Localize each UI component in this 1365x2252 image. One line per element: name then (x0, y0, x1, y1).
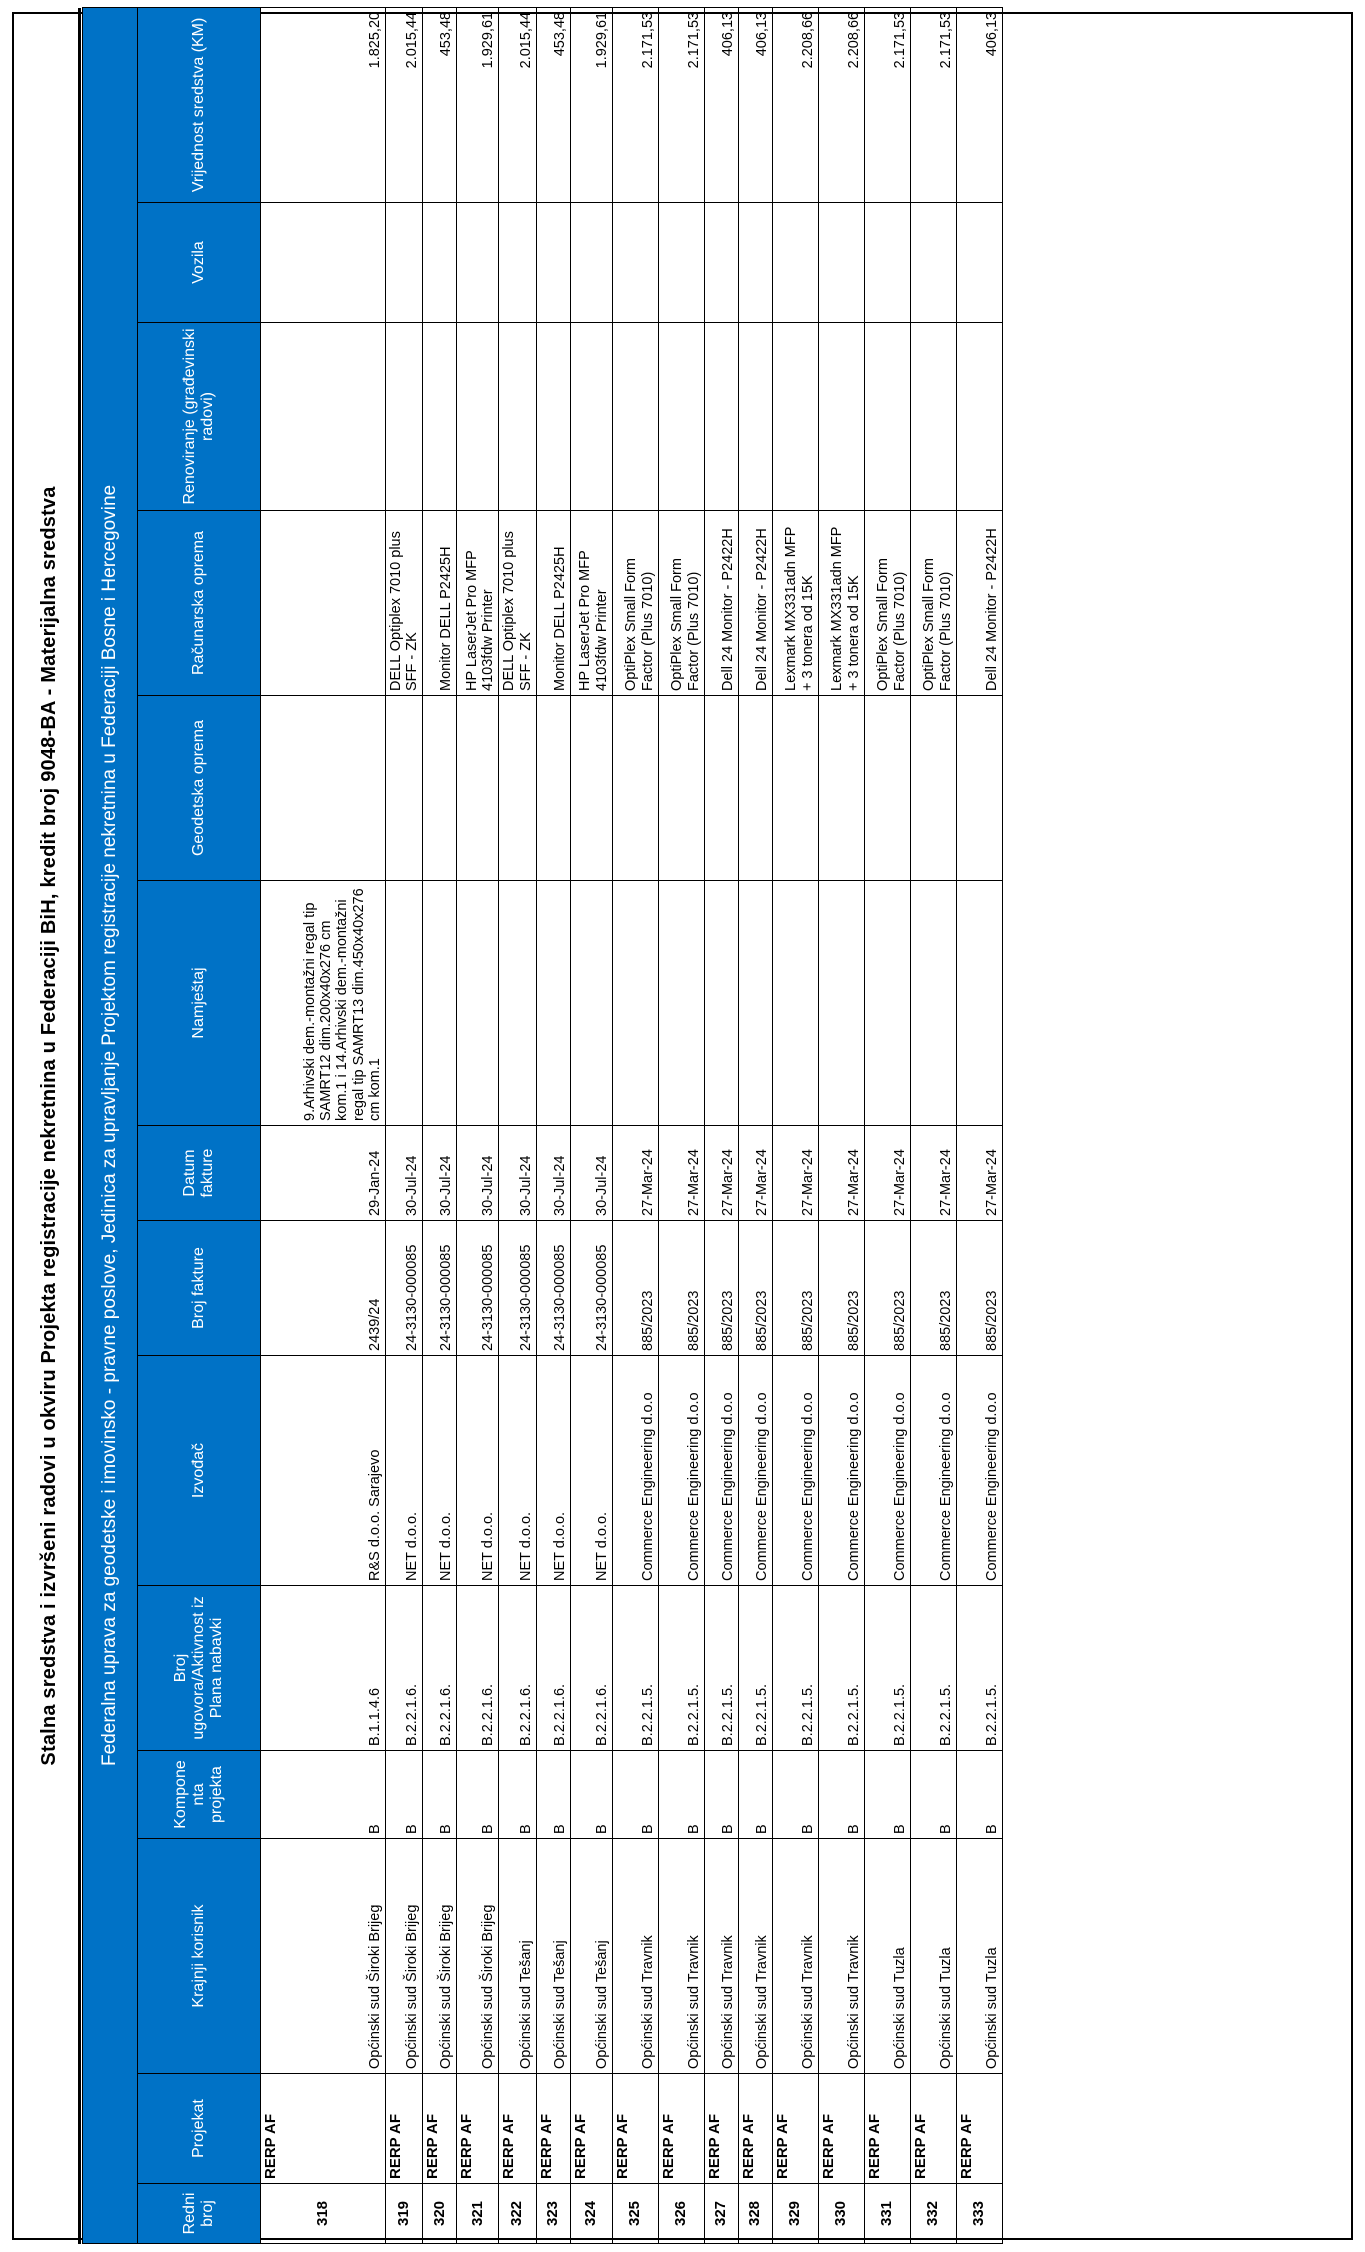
cell-krajnji-korisnik: Općinski sud Travnik (658, 1839, 704, 2074)
cell-broj-ugovora: B.2.2.1.6. (570, 1586, 612, 1751)
cell-projekat: RERP AF (956, 2074, 1002, 2184)
cell-vrijednost: 406,13 (704, 7, 738, 202)
cell-krajnji-korisnik: Općinski sud Travnik (818, 1839, 864, 2074)
cell-geodetska-oprema (261, 696, 386, 881)
cell-renoviranje (956, 323, 1002, 511)
cell-vrijednost: 2.208,66 (818, 7, 864, 202)
cell-broj-fakture: 885/2023 (864, 1221, 910, 1356)
cell-namjestaj (738, 881, 772, 1126)
cell-komponenta: B (772, 1751, 818, 1839)
cell-komponenta: B (864, 1751, 910, 1839)
cell-redni-broj: 319 (386, 2184, 423, 2244)
cell-racunarska-oprema: OptiPlex Small Form Factor (Plus 7010) (658, 511, 704, 696)
cell-datum-fakture: 27-Mar-24 (658, 1126, 704, 1221)
cell-racunarska-oprema: OptiPlex Small Form Factor (Plus 7010) (910, 511, 956, 696)
cell-broj-fakture: 885/2023 (772, 1221, 818, 1356)
cell-geodetska-oprema (612, 696, 658, 881)
cell-izvodac: Commerce Engineering d.o.o (738, 1356, 772, 1586)
cell-datum-fakture: 27-Mar-24 (612, 1126, 658, 1221)
cell-izvodac: Commerce Engineering d.o.o (704, 1356, 738, 1586)
cell-izvodac: Commerce Engineering d.o.o (818, 1356, 864, 1586)
cell-izvodac: NET d.o.o. (457, 1356, 499, 1586)
cell-redni-broj: 318 (261, 2184, 386, 2244)
cell-vrijednost: 2.171,53 (910, 7, 956, 202)
cell-broj-fakture: 2439/24 (261, 1221, 386, 1356)
cell-renoviranje (864, 323, 910, 511)
cell-redni-broj: 330 (818, 2184, 864, 2244)
header-broj-fakture: Broj fakture (138, 1221, 261, 1356)
table-row (386, 7, 423, 2243)
cell-renoviranje (536, 323, 570, 511)
cell-izvodac: NET d.o.o. (570, 1356, 612, 1586)
cell-broj-ugovora: B.2.2.1.5. (910, 1586, 956, 1751)
cell-projekat: RERP AF (612, 2074, 658, 2184)
cell-broj-fakture: 24-3130-000085 (499, 1221, 536, 1356)
cell-broj-fakture: 24-3130-000085 (570, 1221, 612, 1356)
cell-vrijednost: 1.929,61 (570, 7, 612, 202)
cell-broj-fakture: 885/2023 (910, 1221, 956, 1356)
cell-renoviranje (910, 323, 956, 511)
cell-datum-fakture: 27-Mar-24 (738, 1126, 772, 1221)
cell-krajnji-korisnik: Općinski sud Tešanj (570, 1839, 612, 2074)
cell-redni-broj: 329 (772, 2184, 818, 2244)
cell-vrijednost: 406,13 (956, 7, 1002, 202)
cell-izvodac: NET d.o.o. (386, 1356, 423, 1586)
cell-krajnji-korisnik: Općinski sud Tešanj (536, 1839, 570, 2074)
header-datum-fakture: Datum fakture (138, 1126, 261, 1221)
cell-racunarska-oprema: HP LaserJet Pro MFP 4103fdw Printer (457, 511, 499, 696)
cell-datum-fakture: 27-Mar-24 (772, 1126, 818, 1221)
cell-geodetska-oprema (536, 696, 570, 881)
header-vozila: Vozila (138, 203, 261, 323)
table-row (536, 7, 570, 2243)
cell-broj-fakture: 885/2023 (956, 1221, 1002, 1356)
cell-namjestaj (612, 881, 658, 1126)
cell-broj-ugovora: B.2.2.1.5. (704, 1586, 738, 1751)
cell-broj-ugovora: B.2.2.1.5. (956, 1586, 1002, 1751)
table-row (612, 7, 658, 2243)
cell-krajnji-korisnik: Općinski sud Travnik (738, 1839, 772, 2074)
cell-projekat: RERP AF (818, 2074, 864, 2184)
cell-racunarska-oprema (261, 511, 386, 696)
cell-vrijednost: 2.171,53 (864, 7, 910, 202)
cell-renoviranje (658, 323, 704, 511)
cell-redni-broj: 321 (457, 2184, 499, 2244)
cell-broj-ugovora: B.2.2.1.6. (457, 1586, 499, 1751)
table-row (818, 7, 864, 2243)
cell-krajnji-korisnik: Općinski sud Tuzla (910, 1839, 956, 2074)
cell-projekat: RERP AF (261, 2074, 386, 2184)
cell-izvodac: NET d.o.o. (536, 1356, 570, 1586)
cell-krajnji-korisnik: Općinski sud Tuzla (864, 1839, 910, 2074)
cell-geodetska-oprema (772, 696, 818, 881)
table-row (457, 7, 499, 2243)
cell-datum-fakture: 30-Jul-24 (536, 1126, 570, 1221)
cell-projekat: RERP AF (386, 2074, 423, 2184)
cell-krajnji-korisnik: Općinski sud Tuzla (956, 1839, 1002, 2074)
cell-geodetska-oprema (570, 696, 612, 881)
cell-broj-ugovora: B.2.2.1.6. (499, 1586, 536, 1751)
cell-vrijednost: 453,48 (423, 7, 457, 202)
title-divider (78, 8, 81, 2244)
cell-vrijednost: 2.015,44 (386, 7, 423, 202)
cell-geodetska-oprema (818, 696, 864, 881)
cell-vozila (704, 203, 738, 323)
table-row (570, 7, 612, 2243)
cell-vrijednost: 1.825,20 (261, 7, 386, 202)
cell-projekat: RERP AF (772, 2074, 818, 2184)
cell-broj-fakture: 885/2023 (658, 1221, 704, 1356)
cell-racunarska-oprema: Lexmark MX331adn MFP + 3 tonera od 15K (772, 511, 818, 696)
cell-datum-fakture: 30-Jul-24 (457, 1126, 499, 1221)
cell-komponenta: B (704, 1751, 738, 1839)
cell-vozila (772, 203, 818, 323)
cell-broj-ugovora: B.2.2.1.5. (772, 1586, 818, 1751)
cell-datum-fakture: 27-Mar-24 (704, 1126, 738, 1221)
cell-vozila (386, 203, 423, 323)
cell-renoviranje (818, 323, 864, 511)
cell-vozila (570, 203, 612, 323)
header-izvodac: Izvođač (138, 1356, 261, 1586)
cell-datum-fakture: 30-Jul-24 (499, 1126, 536, 1221)
cell-namjestaj (499, 881, 536, 1126)
cell-datum-fakture: 30-Jul-24 (570, 1126, 612, 1221)
cell-broj-fakture: 885/2023 (612, 1221, 658, 1356)
cell-broj-fakture: 24-3130-000085 (386, 1221, 423, 1356)
table-row (864, 7, 910, 2243)
cell-komponenta: B (658, 1751, 704, 1839)
cell-broj-ugovora: B.2.2.1.5. (864, 1586, 910, 1751)
cell-racunarska-oprema: Monitor DELL P2425H (423, 511, 457, 696)
cell-izvodac: Commerce Engineering d.o.o (658, 1356, 704, 1586)
cell-geodetska-oprema (457, 696, 499, 881)
cell-namjestaj (864, 881, 910, 1126)
cell-vrijednost: 406,13 (738, 7, 772, 202)
cell-komponenta: B (910, 1751, 956, 1839)
cell-redni-broj: 326 (658, 2184, 704, 2244)
cell-krajnji-korisnik: Općinski sud Široki Brijeg (457, 1839, 499, 2074)
cell-krajnji-korisnik: Općinski sud Široki Brijeg (386, 1839, 423, 2074)
cell-komponenta: B (261, 1751, 386, 1839)
cell-namjestaj (658, 881, 704, 1126)
cell-projekat: RERP AF (864, 2074, 910, 2184)
cell-broj-fakture: 885/2023 (738, 1221, 772, 1356)
cell-vrijednost: 1.929,61 (457, 7, 499, 202)
header-renoviranje: Renoviranje (građevinski radovi) (138, 323, 261, 511)
cell-racunarska-oprema: Dell 24 Monitor - P2422H (738, 511, 772, 696)
header-namjestaj: Namještaj (138, 881, 261, 1126)
cell-izvodac: NET d.o.o. (499, 1356, 536, 1586)
cell-izvodac: Commerce Engineering d.o.o (956, 1356, 1002, 1586)
cell-racunarska-oprema: Lexmark MX331adn MFP + 3 tonera od 15K (818, 511, 864, 696)
cell-vrijednost: 2.015,44 (499, 7, 536, 202)
cell-komponenta: B (818, 1751, 864, 1839)
cell-vozila (956, 203, 1002, 323)
cell-namjestaj (570, 881, 612, 1126)
cell-broj-ugovora: B.2.2.1.6. (423, 1586, 457, 1751)
cell-renoviranje (499, 323, 536, 511)
cell-broj-fakture: 885/2023 (704, 1221, 738, 1356)
cell-geodetska-oprema (658, 696, 704, 881)
cell-racunarska-oprema: Dell 24 Monitor - P2422H (704, 511, 738, 696)
cell-broj-ugovora: B.1.1.4.6 (261, 1586, 386, 1751)
cell-racunarska-oprema: DELL Optiplex 7010 plus SFF - ZK (499, 511, 536, 696)
cell-broj-ugovora: B.2.2.1.6. (386, 1586, 423, 1751)
cell-vozila (612, 203, 658, 323)
cell-vozila (536, 203, 570, 323)
table-body (261, 7, 1003, 2243)
header-racunarska-oprema: Računarska oprema (138, 511, 261, 696)
cell-vozila (423, 203, 457, 323)
header-broj-ugovora: Broj ugovora/Aktivnost iz Plana nabavki (138, 1586, 261, 1751)
cell-namjestaj (423, 881, 457, 1126)
table-row (261, 7, 386, 2243)
cell-broj-fakture: 24-3130-000085 (457, 1221, 499, 1356)
cell-renoviranje (772, 323, 818, 511)
cell-redni-broj: 333 (956, 2184, 1002, 2244)
header-krajnji-korisnik: Krajnji korisnik (138, 1839, 261, 2074)
header-vrijednost: Vrijednost sredstva (KM) (138, 7, 261, 202)
cell-vozila (457, 203, 499, 323)
cell-izvodac: Commerce Engineering d.o.o (910, 1356, 956, 1586)
cell-broj-ugovora: B.2.2.1.5. (658, 1586, 704, 1751)
cell-izvodac: Commerce Engineering d.o.o (864, 1356, 910, 1586)
table-row (738, 7, 772, 2243)
cell-vrijednost: 2.171,53 (658, 7, 704, 202)
cell-projekat: RERP AF (704, 2074, 738, 2184)
cell-geodetska-oprema (738, 696, 772, 881)
table-row (499, 7, 536, 2243)
cell-komponenta: B (956, 1751, 1002, 1839)
cell-krajnji-korisnik: Općinski sud Široki Brijeg (261, 1839, 386, 2074)
cell-broj-ugovora: B.2.2.1.5. (738, 1586, 772, 1751)
cell-komponenta: B (536, 1751, 570, 1839)
cell-projekat: RERP AF (910, 2074, 956, 2184)
cell-namjestaj (536, 881, 570, 1126)
cell-geodetska-oprema (704, 696, 738, 881)
table-row (704, 7, 738, 2243)
cell-vrijednost: 2.171,53 (612, 7, 658, 202)
cell-vrijednost: 453,48 (536, 7, 570, 202)
cell-namjestaj (386, 881, 423, 1126)
cell-geodetska-oprema (864, 696, 910, 881)
cell-vozila (818, 203, 864, 323)
cell-vozila (864, 203, 910, 323)
cell-krajnji-korisnik: Općinski sud Travnik (612, 1839, 658, 2074)
cell-datum-fakture: 27-Mar-24 (864, 1126, 910, 1221)
cell-broj-ugovora: B.2.2.1.5. (818, 1586, 864, 1751)
table-row (658, 7, 704, 2243)
cell-vozila (499, 203, 536, 323)
cell-racunarska-oprema: DELL Optiplex 7010 plus SFF - ZK (386, 511, 423, 696)
cell-krajnji-korisnik: Općinski sud Travnik (704, 1839, 738, 2074)
cell-namjestaj: 9.Arhivski dem.-montažni regal tip SAMRT12 dim.200x40x276 cm kom.1 i 14.Arhivski dem.-montažni regal tip SAMRT13 dim.450x40x276 cm kom.1 (261, 881, 386, 1126)
cell-redni-broj: 331 (864, 2184, 910, 2244)
cell-izvodac: Commerce Engineering d.o.o (612, 1356, 658, 1586)
cell-redni-broj: 320 (423, 2184, 457, 2244)
cell-projekat: RERP AF (738, 2074, 772, 2184)
cell-datum-fakture: 29-Jan-24 (261, 1126, 386, 1221)
cell-vozila (910, 203, 956, 323)
cell-racunarska-oprema: HP LaserJet Pro MFP 4103fdw Printer (570, 511, 612, 696)
header-komponenta: Kompone nta projekta (138, 1751, 261, 1839)
cell-datum-fakture: 27-Mar-24 (910, 1126, 956, 1221)
cell-redni-broj: 332 (910, 2184, 956, 2244)
cell-racunarska-oprema: Monitor DELL P2425H (536, 511, 570, 696)
cell-namjestaj (956, 881, 1002, 1126)
table-row (910, 7, 956, 2243)
cell-namjestaj (818, 881, 864, 1126)
cell-datum-fakture: 30-Jul-24 (423, 1126, 457, 1221)
cell-geodetska-oprema (386, 696, 423, 881)
cell-komponenta: B (612, 1751, 658, 1839)
cell-projekat: RERP AF (499, 2074, 536, 2184)
cell-renoviranje (612, 323, 658, 511)
cell-komponenta: B (738, 1751, 772, 1839)
cell-renoviranje (570, 323, 612, 511)
cell-geodetska-oprema (910, 696, 956, 881)
cell-namjestaj (704, 881, 738, 1126)
cell-broj-ugovora: B.2.2.1.5. (612, 1586, 658, 1751)
cell-krajnji-korisnik: Općinski sud Tešanj (499, 1839, 536, 2074)
assets-table (82, 7, 1003, 2244)
header-redni-broj: Redni broj (138, 2184, 261, 2244)
cell-komponenta: B (570, 1751, 612, 1839)
cell-izvodac: NET d.o.o. (423, 1356, 457, 1586)
cell-komponenta: B (386, 1751, 423, 1839)
cell-redni-broj: 323 (536, 2184, 570, 2244)
table-row (423, 7, 457, 2243)
cell-renoviranje (423, 323, 457, 511)
header-geodetska-oprema: Geodetska oprema (138, 696, 261, 881)
cell-vrijednost: 2.208,66 (772, 7, 818, 202)
cell-projekat: RERP AF (536, 2074, 570, 2184)
cell-krajnji-korisnik: Općinski sud Travnik (772, 1839, 818, 2074)
cell-redni-broj: 328 (738, 2184, 772, 2244)
cell-projekat: RERP AF (457, 2074, 499, 2184)
cell-krajnji-korisnik: Općinski sud Široki Brijeg (423, 1839, 457, 2074)
header-projekat: Projekat (138, 2074, 261, 2184)
cell-komponenta: B (457, 1751, 499, 1839)
cell-renoviranje (386, 323, 423, 511)
cell-projekat: RERP AF (570, 2074, 612, 2184)
cell-broj-fakture: 24-3130-000085 (536, 1221, 570, 1356)
cell-redni-broj: 327 (704, 2184, 738, 2244)
cell-namjestaj (910, 881, 956, 1126)
cell-projekat: RERP AF (423, 2074, 457, 2184)
cell-renoviranje (457, 323, 499, 511)
cell-komponenta: B (423, 1751, 457, 1839)
cell-broj-fakture: 885/2023 (818, 1221, 864, 1356)
cell-racunarska-oprema: OptiPlex Small Form Factor (Plus 7010) (864, 511, 910, 696)
cell-racunarska-oprema: OptiPlex Small Form Factor (Plus 7010) (612, 511, 658, 696)
cell-broj-fakture: 24-3130-000085 (423, 1221, 457, 1356)
cell-renoviranje (261, 323, 386, 511)
cell-geodetska-oprema (956, 696, 1002, 881)
cell-broj-ugovora: B.2.2.1.6. (536, 1586, 570, 1751)
cell-renoviranje (704, 323, 738, 511)
cell-redni-broj: 322 (499, 2184, 536, 2244)
cell-datum-fakture: 27-Mar-24 (818, 1126, 864, 1221)
cell-vozila (261, 203, 386, 323)
cell-geodetska-oprema (423, 696, 457, 881)
cell-datum-fakture: 30-Jul-24 (386, 1126, 423, 1221)
cell-komponenta: B (499, 1751, 536, 1839)
cell-redni-broj: 325 (612, 2184, 658, 2244)
cell-redni-broj: 324 (570, 2184, 612, 2244)
cell-izvodac: R&S d.o.o. Sarajevo (261, 1356, 386, 1586)
cell-namjestaj (457, 881, 499, 1126)
table-row (772, 7, 818, 2243)
cell-geodetska-oprema (499, 696, 536, 881)
cell-vozila (738, 203, 772, 323)
document-title: Stalna sredstva i izvršeni radovi u okviru Projekta registracije nekretnina u Federaciji BiH, kredit broj 9048-BA - Materijalna sredstva (38, 486, 60, 1766)
cell-racunarska-oprema: Dell 24 Monitor - P2422H (956, 511, 1002, 696)
cell-izvodac: Commerce Engineering d.o.o (772, 1356, 818, 1586)
cell-namjestaj (772, 881, 818, 1126)
table-row (956, 7, 1002, 2243)
cell-datum-fakture: 27-Mar-24 (956, 1126, 1002, 1221)
cell-renoviranje (738, 323, 772, 511)
cell-projekat: RERP AF (658, 2074, 704, 2184)
institution-banner: Federalna uprava za geodetske i imovinsko - pravne poslove, Jedinica za upravljanje Projektom registracije nekretnina u Federaciji Bosne i Hercegovine (83, 7, 138, 2243)
cell-vozila (658, 203, 704, 323)
